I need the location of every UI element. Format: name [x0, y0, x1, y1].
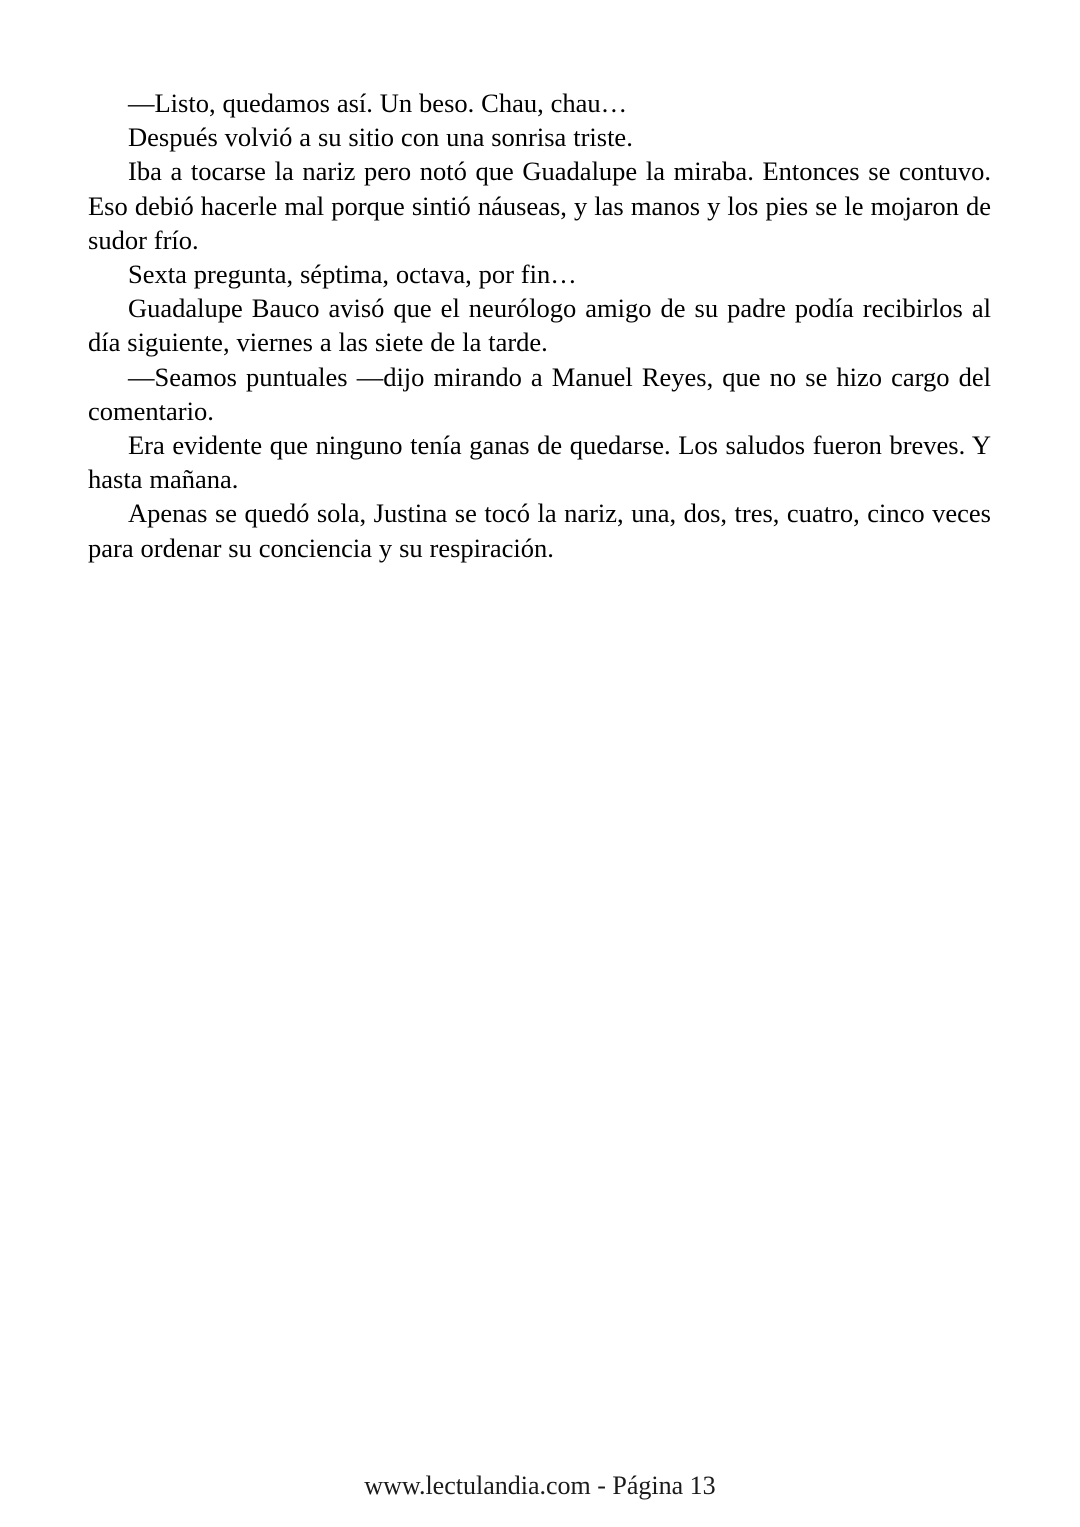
paragraph: Guadalupe Bauco avisó que el neurólogo amigo de su padre podía recibirlos al día siguiente, viernes a las siete de la tarde.	[88, 293, 991, 358]
paragraph: Era evidente que ninguno tenía ganas de quedarse. Los saludos fueron breves. Y hasta mañana.	[88, 430, 991, 495]
paragraph: Iba a tocarse la nariz pero notó que Guadalupe la miraba. Entonces se contuvo. Eso debió hacerle mal porque sintió náuseas, y las manos y los pies se le mojaron de sudor frío.	[88, 156, 991, 255]
page-footer: www.lectulandia.com - Página 13	[364, 1471, 716, 1500]
paragraph: —Listo, quedamos así. Un beso. Chau, chau…	[128, 88, 628, 118]
paragraph: —Seamos puntuales —dijo mirando a Manuel Reyes, que no se hizo cargo del comentario.	[88, 361, 991, 426]
paragraph: Sexta pregunta, séptima, octava, por fin…	[128, 259, 577, 290]
paragraph: Apenas se quedó sola, Justina se tocó la nariz, una, dos, tres, cuatro, cinco veces para ordenar su conciencia y su respiración.	[88, 498, 991, 563]
page-body-text	[88, 86, 991, 565]
paragraph: Después volvió a su sitio con una sonrisa triste.	[128, 122, 633, 153]
